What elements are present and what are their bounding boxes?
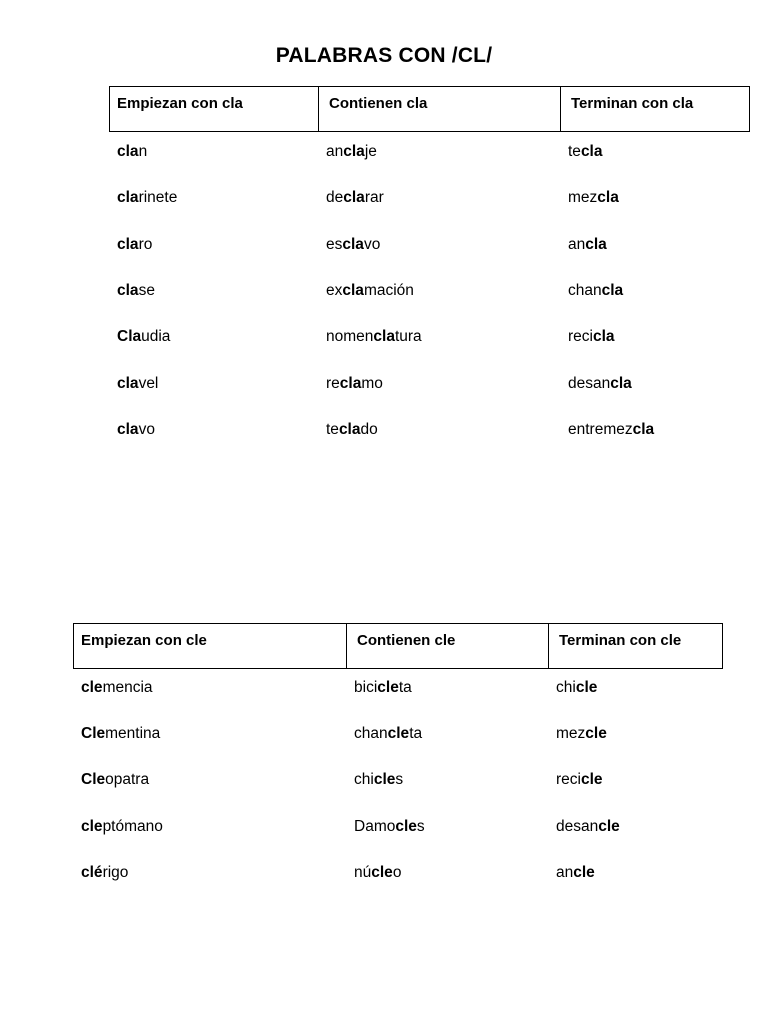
word-contains — [354, 771, 403, 789]
word-ends — [568, 375, 632, 393]
word-prefix: desan — [556, 817, 599, 835]
highlighted-syllable: cle — [373, 771, 396, 789]
highlighted-syllable: cle — [81, 817, 103, 835]
highlighted-syllable: cla — [117, 374, 139, 392]
page-title: PALABRAS CON /CL/ — [275, 44, 493, 67]
word-suffix: vo — [138, 420, 155, 438]
word-prefix: entremez — [568, 420, 633, 438]
highlighted-syllable: cle — [585, 725, 607, 743]
word-prefix: chi — [354, 771, 374, 789]
highlighted-syllable: cle — [371, 863, 393, 881]
highlighted-syllable: cle — [387, 725, 410, 743]
word-begins — [117, 421, 155, 439]
word-suffix: vel — [138, 374, 159, 392]
highlighted-syllable: cle — [598, 817, 620, 835]
highlighted-syllable: cle — [395, 817, 417, 835]
word-begins — [81, 771, 149, 789]
word-begins — [117, 328, 170, 346]
word-suffix: mo — [361, 374, 383, 392]
highlighted-syllable: cla — [632, 420, 655, 438]
word-suffix: s — [416, 817, 425, 835]
highlighted-syllable: cla — [580, 143, 603, 160]
word-ends — [568, 328, 615, 346]
word-begins — [81, 818, 163, 836]
column-header-contains: Contienen cle — [346, 623, 549, 669]
word-contains — [354, 864, 401, 882]
word-prefix: re — [326, 374, 340, 392]
highlighted-syllable: cla — [601, 281, 624, 299]
word-contains — [326, 282, 414, 300]
word-contains — [326, 143, 377, 161]
word-suffix: rar — [364, 189, 384, 207]
word-ends — [568, 421, 654, 439]
word-contains — [326, 328, 422, 346]
highlighted-syllable: cla — [610, 374, 632, 392]
word-contains — [326, 189, 384, 207]
word-suffix: rinete — [138, 189, 178, 207]
highlighted-syllable: cla — [117, 143, 139, 160]
highlighted-syllable: clé — [81, 863, 103, 881]
highlighted-syllable: cla — [343, 143, 365, 160]
word-ends — [556, 725, 607, 743]
word-prefix: nú — [354, 863, 372, 881]
word-prefix: mez — [568, 189, 598, 207]
word-prefix: an — [556, 863, 574, 881]
word-begins — [81, 679, 153, 697]
highlighted-syllable: cla — [342, 281, 364, 299]
word-suffix: opatra — [105, 771, 150, 789]
highlighted-syllable: cle — [377, 679, 399, 696]
highlighted-syllable: cla — [597, 189, 619, 207]
word-suffix: mentina — [105, 725, 161, 743]
word-begins — [81, 725, 160, 743]
word-prefix: chi — [556, 679, 576, 696]
word-begins — [117, 143, 147, 161]
word-suffix: mencia — [102, 679, 153, 696]
word-begins — [117, 236, 152, 254]
word-ends — [568, 282, 623, 300]
word-prefix: es — [326, 235, 343, 253]
word-suffix: ta — [398, 679, 412, 696]
word-begins — [117, 375, 158, 393]
column-header-ends: Terminan con cle — [548, 623, 723, 669]
word-prefix: reci — [568, 328, 593, 346]
word-suffix: je — [364, 143, 377, 160]
word-begins — [117, 282, 155, 300]
column-header-begins: Empiezan con cle — [73, 623, 347, 669]
column-header-begins: Empiezan con cla — [109, 86, 319, 132]
word-suffix: mación — [363, 281, 414, 299]
word-suffix: udia — [141, 328, 171, 346]
highlighted-syllable: cla — [585, 235, 607, 253]
word-suffix: do — [360, 420, 378, 438]
word-suffix: tura — [394, 328, 422, 346]
word-prefix: Damo — [354, 817, 396, 835]
word-prefix: reci — [556, 771, 581, 789]
word-prefix: te — [568, 143, 581, 160]
word-begins — [81, 864, 128, 882]
highlighted-syllable: cla — [117, 189, 139, 207]
word-prefix: an — [326, 143, 344, 160]
column-header-contains: Contienen cla — [318, 86, 561, 132]
highlighted-syllable: cla — [339, 374, 362, 392]
word-contains — [326, 421, 378, 439]
word-suffix: se — [138, 281, 155, 299]
word-contains — [354, 679, 412, 697]
word-contains — [326, 236, 380, 254]
word-prefix: bici — [354, 679, 378, 696]
word-suffix: s — [395, 771, 404, 789]
highlighted-syllable: cle — [573, 863, 595, 881]
highlighted-syllable: cla — [117, 281, 139, 299]
highlighted-syllable: cla — [117, 235, 139, 253]
highlighted-syllable: cla — [342, 235, 364, 253]
word-prefix: chan — [568, 281, 602, 299]
highlighted-syllable: Cle — [81, 725, 106, 743]
word-prefix: mez — [556, 725, 586, 743]
word-prefix: chan — [354, 725, 388, 743]
word-suffix: n — [138, 143, 148, 160]
highlighted-syllable: Cla — [117, 328, 142, 346]
word-ends — [568, 143, 603, 161]
highlighted-syllable: cle — [81, 679, 103, 696]
word-prefix: te — [326, 420, 339, 438]
word-ends — [556, 771, 603, 789]
highlighted-syllable: Cle — [81, 771, 106, 789]
word-ends — [556, 679, 597, 697]
word-prefix: de — [326, 189, 344, 207]
word-ends — [568, 236, 607, 254]
column-header-ends: Terminan con cla — [560, 86, 750, 132]
word-suffix: rigo — [102, 863, 129, 881]
highlighted-syllable: cle — [575, 679, 598, 696]
word-contains — [354, 725, 422, 743]
word-suffix: ta — [409, 725, 423, 743]
word-prefix: nomen — [326, 328, 374, 346]
word-contains — [326, 375, 383, 393]
word-suffix: ptómano — [102, 817, 163, 835]
word-ends — [568, 189, 619, 207]
highlighted-syllable: cla — [338, 420, 361, 438]
word-contains — [354, 818, 425, 836]
highlighted-syllable: cla — [343, 189, 365, 207]
word-ends — [556, 818, 620, 836]
word-suffix: vo — [363, 235, 381, 253]
word-ends — [556, 864, 595, 882]
highlighted-syllable: cle — [580, 771, 603, 789]
word-prefix: an — [568, 235, 586, 253]
word-prefix: desan — [568, 374, 611, 392]
word-suffix: o — [392, 863, 402, 881]
highlighted-syllable: cla — [592, 328, 615, 346]
highlighted-syllable: cla — [373, 328, 395, 346]
highlighted-syllable: cla — [117, 420, 139, 438]
word-suffix: ro — [138, 235, 153, 253]
word-prefix: ex — [326, 281, 343, 299]
word-begins — [117, 189, 177, 207]
